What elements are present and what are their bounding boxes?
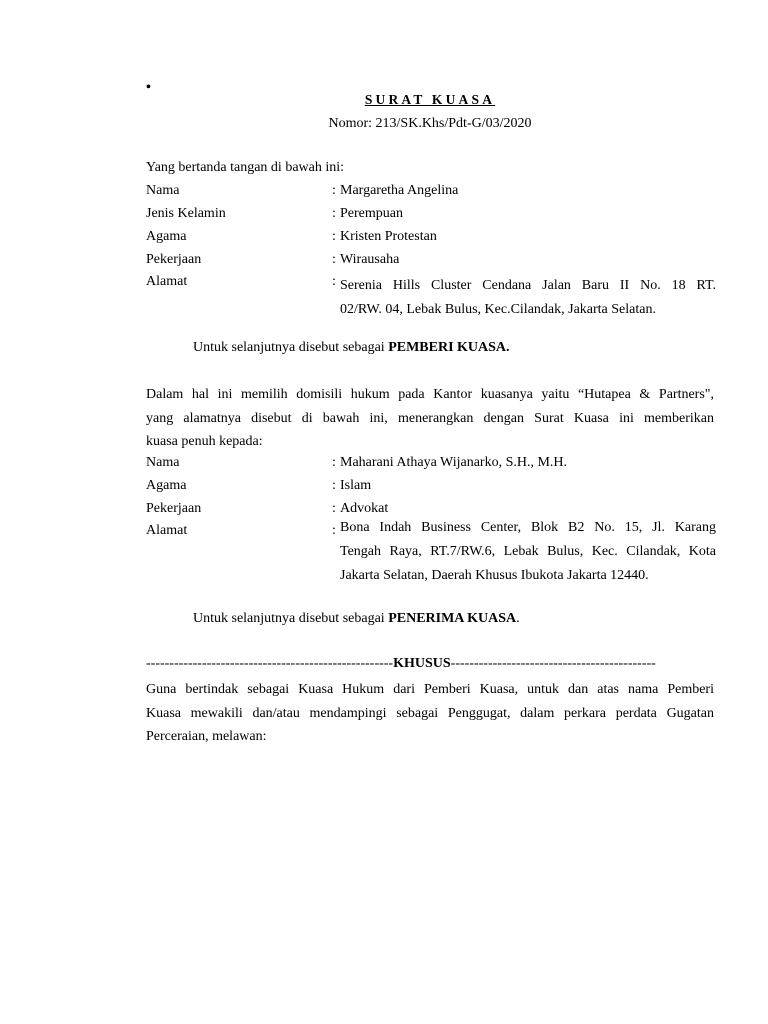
designation-role: PEMBERI KUASA. <box>388 340 510 355</box>
document-title: SURAT KUASA <box>364 92 496 107</box>
address-line: Jakarta Selatan, Daerah Khusus Ibukota Jakarta 12440. <box>340 568 649 583</box>
paragraph-line: Guna bertindak sebagai Kuasa Hukum dari Pemberi Kuasa, untuk dan atas nama Pemberi <box>146 682 714 697</box>
separator-dashes: ----------------------------------------------------- <box>146 656 394 671</box>
grantee-job: Advokat <box>340 501 389 516</box>
field-colon: : <box>332 252 336 267</box>
paragraph-line: Perceraian, melawan: <box>146 729 267 744</box>
designation-suffix: . <box>516 611 520 626</box>
field-label: Pekerjaan <box>146 252 202 267</box>
special-label: KHUSUS <box>393 656 451 671</box>
grantor-gender: Perempuan <box>340 206 403 221</box>
grantee-designation <box>193 611 520 627</box>
designation-role: PENERIMA KUASA <box>388 611 517 626</box>
field-colon: : <box>332 229 336 244</box>
field-colon: : <box>332 183 336 198</box>
special-separator <box>146 656 714 672</box>
document-number: Nomor: 213/SK.Khs/Pdt-G/03/2020 <box>328 116 532 131</box>
grantee-religion: Islam <box>340 478 372 493</box>
grantor-designation <box>193 340 510 356</box>
grantee-religion-row <box>146 474 716 497</box>
field-colon: : <box>332 206 336 221</box>
address-line: Serenia Hills Cluster Cendana Jalan Baru II No. 18 RT. <box>340 278 716 293</box>
field-colon: : <box>332 523 336 538</box>
designation-prefix: Untuk selanjutnya disebut sebagai <box>193 340 389 355</box>
bullet-mark: • <box>146 80 151 95</box>
field-label: Nama <box>146 455 180 470</box>
address-line: 02/RW. 04, Lebak Bulus, Kec.Cilandak, Jakarta Selatan. <box>340 302 656 317</box>
grantor-gender-row <box>146 202 716 225</box>
field-label: Alamat <box>146 274 188 289</box>
paragraph-line: Kuasa mewakili dan/atau mendampingi sebagai Penggugat, dalam perkara perdata Gugatan <box>146 705 714 721</box>
field-label: Alamat <box>146 523 188 538</box>
grantor-religion: Kristen Protestan <box>340 229 437 244</box>
field-colon: : <box>332 455 336 470</box>
paragraph-line: yang alamatnya disebut di bawah ini, menerangkan dengan Surat Kuasa ini memberikan <box>146 410 714 426</box>
grantee-address <box>340 516 716 588</box>
separator-dashes: -------------------------------------------- <box>450 656 656 671</box>
field-label: Agama <box>146 229 187 244</box>
address-line: Bona Indah Business Center, Blok B2 No. 15, Jl. Karang <box>340 520 716 535</box>
field-colon: : <box>332 478 336 493</box>
grantor-name: Margaretha Angelina <box>340 183 459 198</box>
paragraph-line: Dalam hal ini memilih domisili hukum pada Kantor kuasanya yaitu “Hutapea & Partners", <box>146 387 714 402</box>
domicile-paragraph <box>146 383 714 454</box>
field-colon: : <box>332 274 336 289</box>
grantee-name-row <box>146 451 716 474</box>
purpose-paragraph <box>146 678 714 749</box>
grantor-name-row <box>146 179 716 202</box>
field-label: Jenis Kelamin <box>146 206 226 221</box>
grantor-job: Wirausaha <box>340 252 400 267</box>
grantor-religion-row <box>146 225 716 248</box>
field-label: Pekerjaan <box>146 501 202 516</box>
address-line: Tengah Raya, RT.7/RW.6, Lebak Bulus, Kec. Cilandak, Kota <box>340 544 716 559</box>
designation-prefix: Untuk selanjutnya disebut sebagai <box>193 611 389 626</box>
intro-text: Yang bertanda tangan di bawah ini: <box>146 160 345 175</box>
grantor-address <box>340 274 716 322</box>
grantee-name: Maharani Athaya Wijanarko, S.H., M.H. <box>340 455 568 470</box>
field-label: Agama <box>146 478 187 493</box>
grantor-job-row <box>146 248 716 271</box>
paragraph-line: kuasa penuh kepada: <box>146 434 263 449</box>
field-colon: : <box>332 501 336 516</box>
field-label: Nama <box>146 183 180 198</box>
